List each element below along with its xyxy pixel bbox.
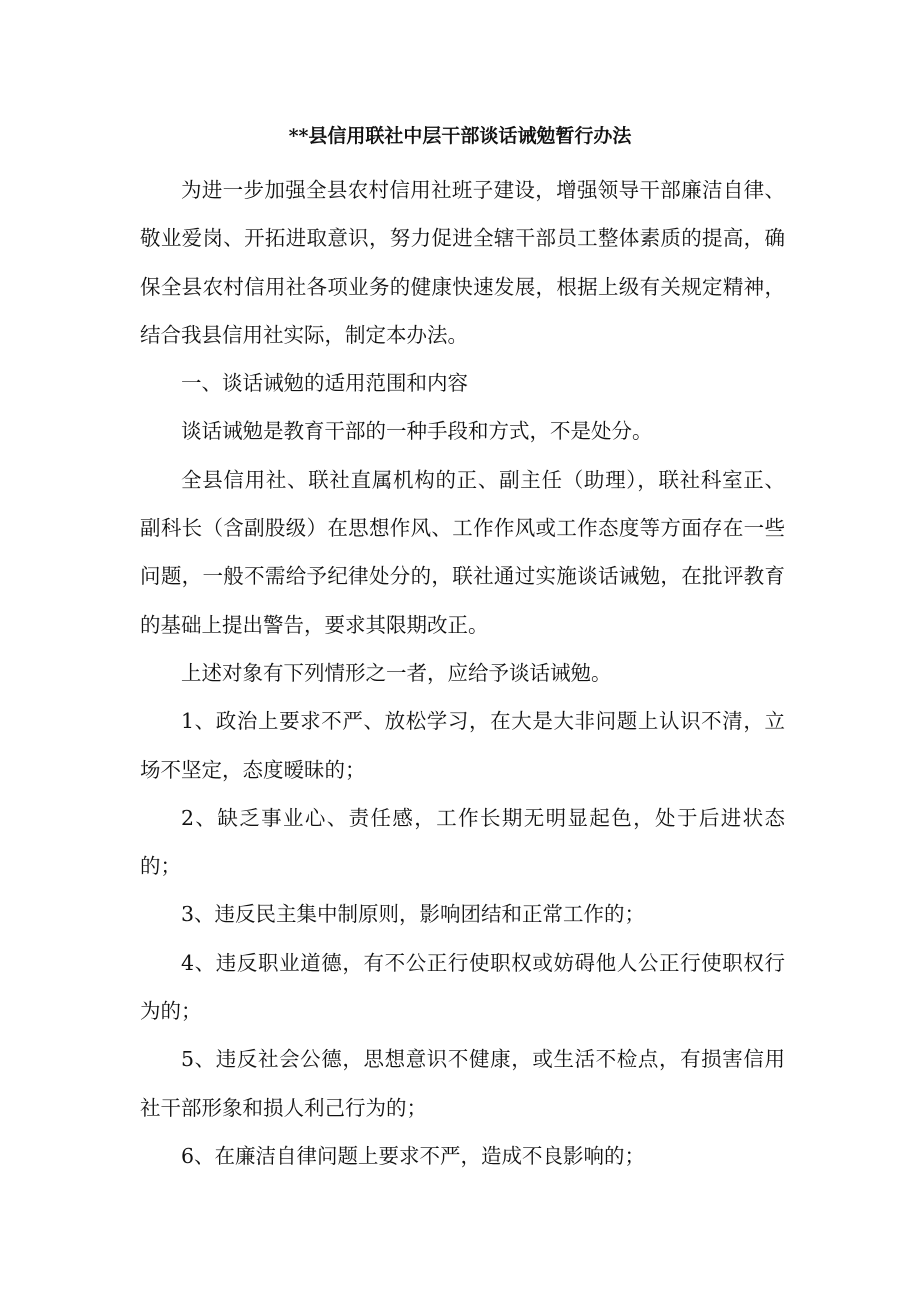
document-body [140,166,785,1180]
list-item-1: 1、政治上要求不严、放松学习，在大是大非问题上认识不清，立场不坚定，态度暧昧的； [140,709,785,782]
list-item-4: 4、违反职业道德，有不公正行使职权或妨碍他人公正行使职权行为的； [140,950,785,1024]
list-item-3: 3、违反民主集中制原则，影响团结和正常工作的； [181,902,646,927]
paragraph-definition: 谈话诫勉是教育干部的一种手段和方式，不是处分。 [181,419,653,444]
paragraph-intro: 为进一步加强全县农村信用社班子建设，增强领导干部廉洁自律、敬业爱岗、开拓进取意识，努力促进全辖干部员工整体素质的提高，确保全县农村信用社各项业务的健康快速发展，根据上级有关规定精神，结合我县信用社实际，制定本办法。 [140,178,785,347]
list-item-2: 2、缺乏事业心、责任感，工作长期无明显起色，处于后进状态的； [140,805,785,879]
paragraph-scope: 全县信用社、联社直属机构的正、副主任（助理），联社科室正、副科长（含副股级）在思想作风、工作作风或工作态度等方面存在一些问题，一般不需给予纪律处分的，联社通过实施谈话诫勉，在批评教育的基础上提出警告，要求其限期改正。 [140,467,785,637]
section-heading-1: 一、谈话诫勉的适用范围和内容 [181,371,468,396]
document-title: **县信用联社中层干部谈话诫勉暂行办法 [288,125,632,147]
list-item-5: 5、违反社会公德，思想意识不健康，或生活不检点，有损害信用社干部形象和损人利己行为的； [140,1047,785,1120]
list-item-6: 6、在廉洁自律问题上要求不严，造成不良影响的； [181,1143,646,1168]
paragraph-conditions-lead: 上述对象有下列情形之一者，应给予谈话诫勉。 [181,660,612,685]
